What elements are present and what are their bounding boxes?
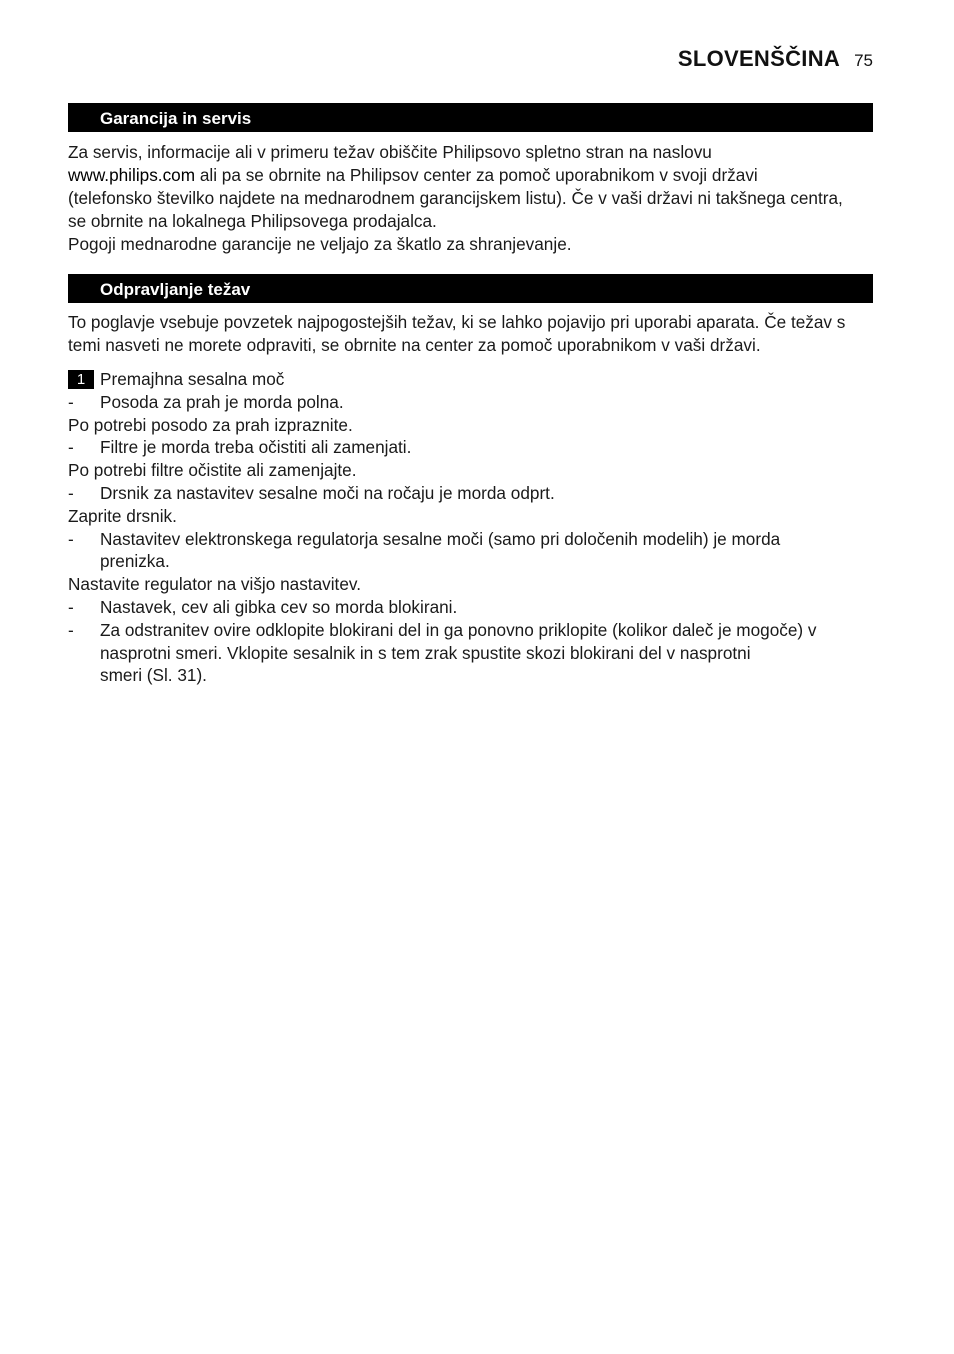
remedy-line: Nastavite regulator na višjo nastavitev. [68,574,361,595]
list-item [68,391,878,414]
page-number: 75 [854,51,873,70]
step-label: Premajhna sesalna moč [100,369,285,389]
list-item-text: Drsnik za nastavitev sesalne moči na ročaju je morda odprt. [100,482,555,503]
section-heading-troubleshooting: Odpravljanje težav [68,274,873,303]
list-item-continuation: nasprotni smeri. Vklopite sesalnik in s tem zrak spustite skozi blokirani del v nasprotni [100,642,751,663]
step-heading [68,368,878,391]
troubleshooting-list [68,368,878,687]
list-item-continuation: prenizka. [100,551,170,572]
list-item [68,482,878,505]
page-header [678,46,873,76]
philips-website-link[interactable]: www.philips.com [68,165,196,185]
list-item-text: Za odstranitev ovire odklopite blokirani del in ga ponovno priklopite (kolikor daleč je mogoče) v [100,619,817,640]
section-heading-warranty: Garancija in servis [68,103,873,132]
text-line: (telefonsko številko najdete na mednarodnem garancijskem listu). Če v vaši državi ni takšnega centra, [68,188,843,208]
step-number-badge: 1 [68,370,94,389]
list-item-text: Nastavitev elektronskega regulatorja sesalne moči (samo pri določenih modelih) je morda [100,528,781,549]
dash-marker: - [68,391,74,412]
list-item-text: Nastavek, cev ali gibka cev so morda blokirani. [100,596,458,617]
dash-marker: - [68,482,74,503]
list-item-continuation: smeri (Sl. 31). [100,665,207,686]
dash-marker: - [68,437,74,458]
text-fragment: ali pa se obrnite na Philipsov center za pomoč uporabnikom v svoji državi [199,165,758,185]
list-item [68,619,878,687]
text-line [68,164,878,187]
text-line: temi nasveti ne morete odpraviti, se obrnite na center za pomoč uporabnikom v vaši državi. [68,335,761,355]
remedy-line: Po potrebi posodo za prah izpraznite. [68,414,353,435]
text-line: Pogoji mednarodne garancije ne veljajo za škatlo za shranjevanje. [68,234,572,254]
dash-marker: - [68,596,74,617]
dash-marker: - [68,619,74,640]
text-line: Za servis, informacije ali v primeru težav obiščite Philipsovo spletno stran na naslovu [68,142,712,162]
text-line: To poglavje vsebuje povzetek najpogostejših težav, ki se lahko pojavijo pri uporabi aparata. Če težav s [68,312,846,332]
troubleshooting-intro [68,311,878,357]
list-item [68,596,878,619]
text-line: se obrnite na lokalnega Philipsovega prodajalca. [68,211,437,231]
warranty-text [68,141,878,256]
list-item [68,436,878,459]
remedy-line: Po potrebi filtre očistite ali zamenjajte. [68,460,357,481]
language-title: SLOVENŠČINA [677,46,841,71]
list-item [68,528,878,574]
remedy-line: Zaprite drsnik. [68,505,177,526]
dash-marker: - [68,528,74,549]
list-item-text: Posoda za prah je morda polna. [100,391,344,412]
list-item-text: Filtre je morda treba očistiti ali zamenjati. [100,437,412,458]
